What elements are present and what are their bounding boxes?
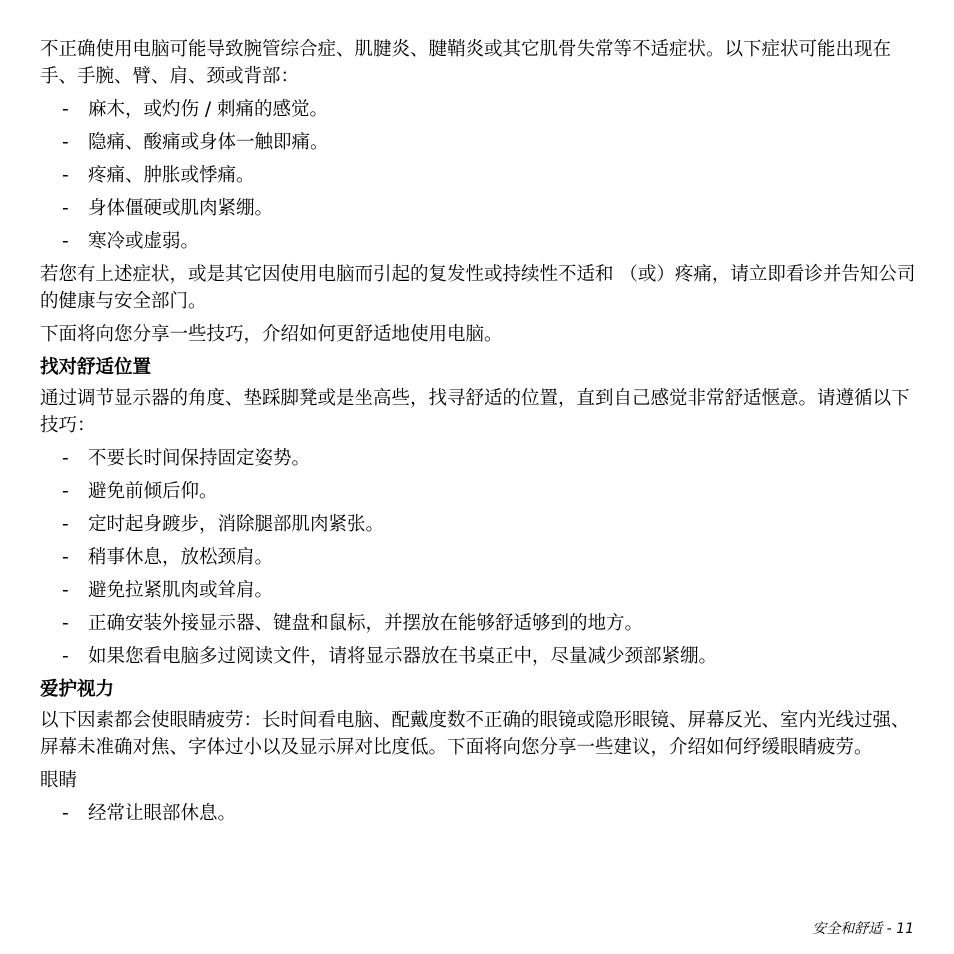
list-item-text: 避免拉紧肌肉或耸肩。 [88,580,274,601]
list-item [40,228,916,255]
list-item [40,478,916,505]
list-item-text: 麻木，或灼伤 / 刺痛的感觉。 [88,99,328,120]
list-item [40,511,916,538]
page-footer: 安全和舒适 - 11 [812,921,914,937]
list-item-text: 定时起身踱步，消除腿部肌肉紧张。 [88,514,385,535]
list-item-text: 稍事休息，放松颈肩。 [88,547,274,568]
section-heading-comfort: 找对舒适位置 [40,357,152,378]
document-page [40,36,916,833]
bullet-dash: - [62,132,69,153]
list-item [40,162,916,189]
list-item [40,96,916,123]
list-item [40,643,916,670]
subheading-eyes: 眼睛 [40,770,78,791]
bullet-dash: - [62,198,69,219]
list-item [40,577,916,604]
bullet-dash: - [62,99,69,120]
bullet-dash: - [62,165,69,186]
bullet-dash: - [62,547,69,568]
list-item-text: 隐痛、酸痛或身体一触即痛。 [88,132,329,153]
advice-paragraph: 若您有上述症状，或是其它因使用电脑而引起的复发性或持续性不适和 （或）疼痛，请立即看诊并告知公司的健康与安全部门。 [40,264,916,312]
intro-paragraph: 不正确使用电脑可能导致腕管综合症、肌腱炎、腱鞘炎或其它肌骨失常等不适症状。以下症状可能出现在手、手腕、臂、肩、颈或背部： [40,39,892,87]
eye-tips-list [40,800,916,827]
bullet-dash: - [62,514,69,535]
bullet-dash: - [62,646,69,667]
list-item-text: 经常让眼部休息。 [88,803,237,824]
comfort-tips-list [40,445,916,670]
bullet-dash: - [62,580,69,601]
list-item [40,129,916,156]
section-heading-vision: 爱护视力 [40,679,115,700]
list-item [40,610,916,637]
list-item-text: 寒冷或虚弱。 [88,231,200,252]
bullet-dash: - [62,803,69,824]
list-item-text: 避免前倾后仰。 [88,481,218,502]
list-item-text: 疼痛、肿胀或悸痛。 [88,165,255,186]
bullet-dash: - [62,448,69,469]
list-item-text: 正确安装外接显示器、键盘和鼠标，并摆放在能够舒适够到的地方。 [88,613,644,634]
tips-intro-paragraph: 下面将向您分享一些技巧，介绍如何更舒适地使用电脑。 [40,324,503,345]
list-item-text: 身体僵硬或肌肉紧绷。 [88,198,274,219]
bullet-dash: - [62,481,69,502]
bullet-dash: - [62,231,69,252]
bullet-dash: - [62,613,69,634]
list-item-text: 如果您看电脑多过阅读文件，请将显示器放在书桌正中，尽量减少颈部紧绷。 [88,646,718,667]
vision-paragraph: 以下因素都会使眼睛疲劳：长时间看电脑、配戴度数不正确的眼镜或隐形眼镜、屏幕反光、室内光线过强、屏幕未准确对焦、字体过小以及显示屏对比度低。下面将向您分享一些建议，介绍如何纾缓眼睛疲劳。 [40,710,910,758]
list-item-text: 不要长时间保持固定姿势。 [88,448,311,469]
list-item [40,195,916,222]
symptom-list [40,96,916,255]
comfort-paragraph: 通过调节显示器的角度、垫踩脚凳或是坐高些，找寻舒适的位置，直到自己感觉非常舒适惬意。请遵循以下技巧： [40,388,910,436]
list-item [40,544,916,571]
list-item [40,800,916,827]
list-item [40,445,916,472]
